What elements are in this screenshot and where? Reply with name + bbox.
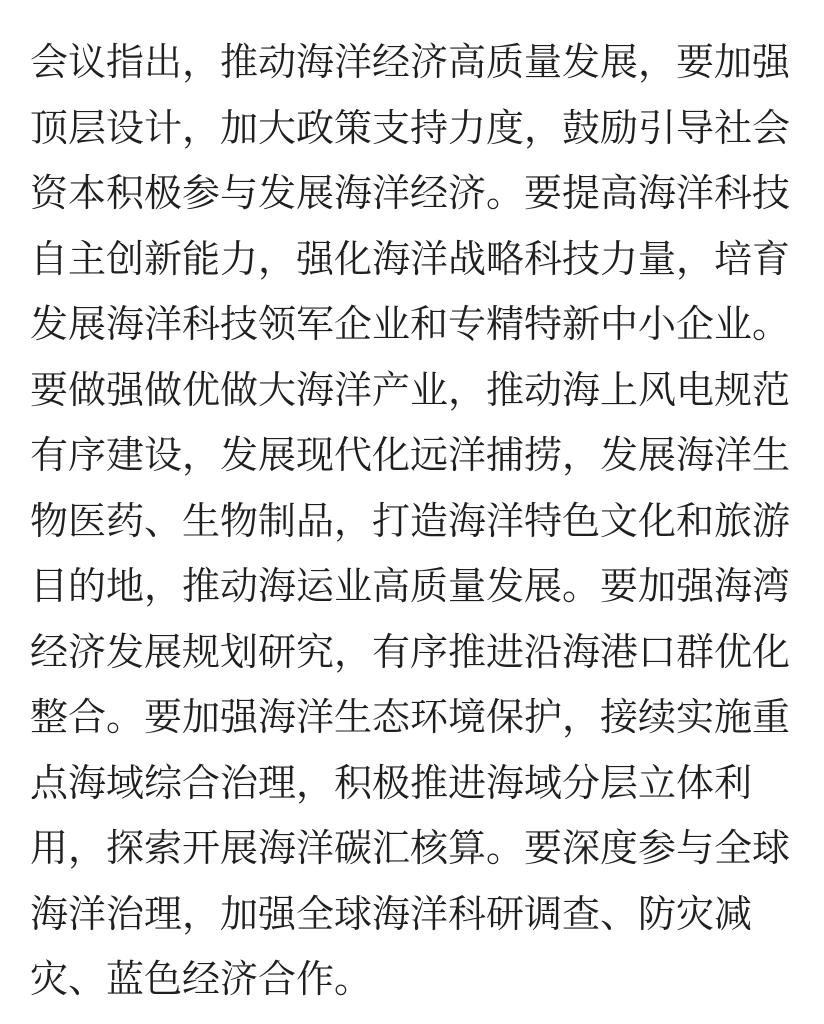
paragraph-line: 整合。要加强海洋生态环境保护，接续实施重: [30, 695, 791, 739]
paragraph-line: 要做强做优做大海洋产业，推动海上风电规范: [30, 367, 791, 412]
paragraph-line: 资本积极参与发展海洋经济。要提高海洋科技: [30, 171, 791, 215]
paragraph-line: 用，探索开展海洋碳汇核算。要深度参与全球: [30, 826, 791, 870]
paragraph-line: 点海域综合治理，积极推进海域分层立体利: [30, 760, 753, 805]
article-body: [30, 30, 800, 1013]
paragraph-line: 目的地，推动海运业高质量发展。要加强海湾: [30, 564, 791, 608]
paragraph-line: 经济发展规划研究，有序推进沿海港口群优化: [30, 629, 791, 674]
paragraph-line: 自主创新能力，强化海洋战略科技力量，培育: [30, 236, 791, 281]
paragraph-line: 顶层设计，加大政策支持力度，鼓励引导社会: [30, 105, 791, 150]
paragraph-line: 会议指出，推动海洋经济高质量发展，要加强: [30, 40, 791, 84]
paragraph-line: 发展海洋科技领军企业和专精特新中小企业。: [30, 302, 791, 346]
paragraph-line: 物医药、生物制品，打造海洋特色文化和旅游: [30, 498, 791, 543]
paragraph-line: 有序建设，发展现代化远洋捕捞，发展海洋生: [30, 433, 791, 477]
paragraph-line: 灾、蓝色经济合作。: [30, 957, 373, 1001]
paragraph-line: 海洋治理，加强全球海洋科研调查、防灾减: [30, 891, 753, 936]
